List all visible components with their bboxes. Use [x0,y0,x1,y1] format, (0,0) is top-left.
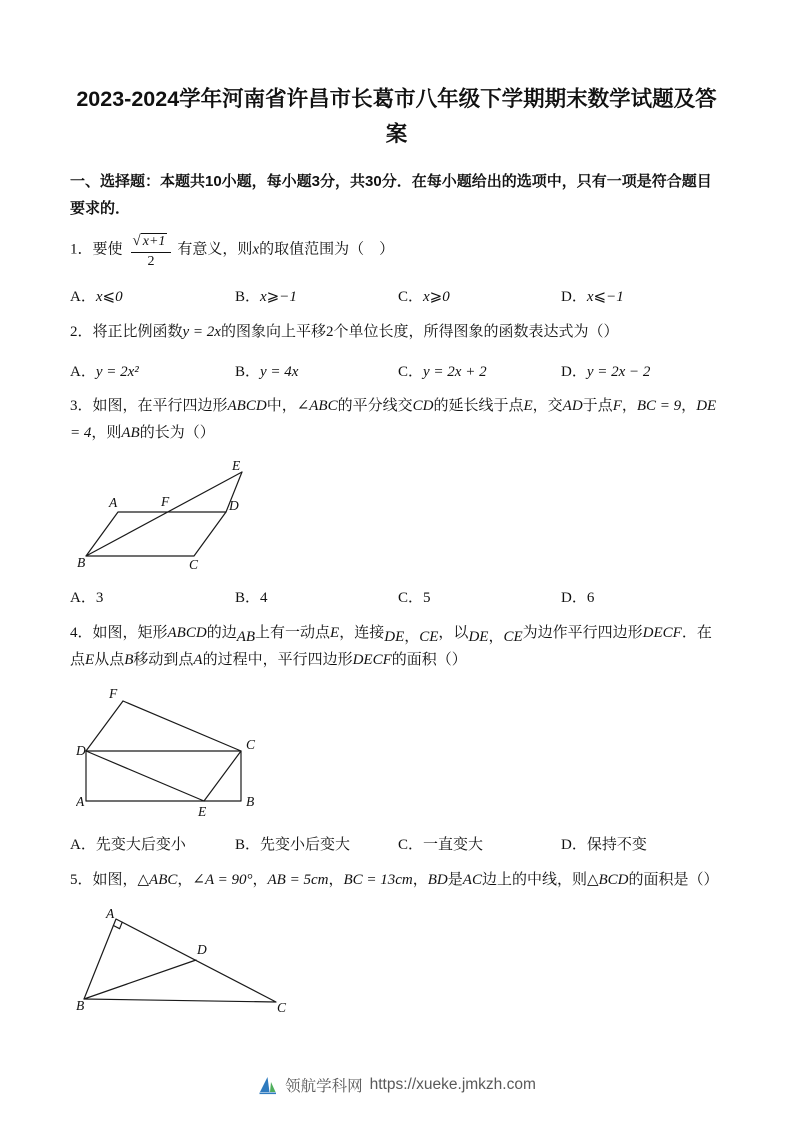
segment-bd-median [84,960,196,999]
q1-stem-text: 有意义，则x的取值范围为（ ） [177,241,395,258]
question-5-stem: 5．如图，△ABC，∠A = 90°，AB = 5cm，BC = 13cm，BD是AC边上的中线，则△BCD的面积是（） [70,871,719,888]
question-3 [70,393,723,610]
question-1-stem [70,232,723,272]
segment-de [86,751,204,801]
vertex-label-d: D [229,498,239,514]
segment-df [86,701,123,751]
vertex-label-f: F [161,494,170,510]
vertex-label-e: E [198,804,207,820]
vertex-label-a: A [76,794,85,810]
option-text: y = 2x − 2 [586,363,651,380]
option-label: B． [235,837,261,854]
option-label: D． [561,590,587,607]
question-4-options [70,834,723,857]
question-2-stem: 2．将正比例函数y = 2x的图象向上平移2个单位长度，所得图象的函数表达式为（） [70,323,619,340]
question-2-options [70,361,723,384]
option-label: C． [398,590,424,607]
option-label: D． [561,837,587,854]
vertex-label-a: A [109,495,118,511]
vertex-label-f: F [109,687,118,702]
segment-be-bisector [86,472,242,556]
option-text: y = 4x [260,363,299,380]
vertex-label-c: C [246,737,256,753]
vertex-label-c: C [189,557,199,573]
q2-option-b [235,361,398,384]
page-title: 2023-2024学年河南省许昌市长葛市八年级下学期期末数学试题及答案 [76,87,717,146]
option-label: A． [70,590,96,607]
option-label: A． [70,289,96,306]
q4-option-a [70,834,235,857]
q2-option-a [70,361,235,384]
section-header: 一、选择题：本题共10小题，每小题3分，共30分．在每小题给出的选项中，只有一项是符合题目要求的． [70,172,712,217]
vertex-label-b: B [77,555,86,571]
question-5 [70,867,723,1016]
q3-option-d [561,587,723,610]
option-text: 4 [260,590,268,607]
q2-option-c [398,361,561,384]
question-4 [70,620,723,857]
q1-option-a [70,286,235,309]
option-text: x⩾0 [423,289,450,306]
option-text: 6 [586,590,595,607]
option-text: x⩽−1 [586,289,624,306]
q1-option-b [235,286,398,309]
q1-radicand: x+1 [142,233,166,249]
footer-watermark [0,1074,793,1096]
vertex-label-c: C [277,1000,287,1016]
question-1-options [70,286,723,309]
footer-site-name: 领航学科网 [285,1078,363,1095]
vertex-label-d: D [197,942,207,958]
vertex-label-e: E [232,460,241,474]
question-2 [70,319,723,383]
figure-q5-right-triangle [76,907,296,1015]
xueke-logo-icon [257,1075,278,1096]
option-text: 先变大后变小 [95,837,186,854]
sqrt-sign: √ [132,232,141,249]
footer-site-url: https://xueke.jmkzh.com [369,1076,536,1093]
option-text: 一直变大 [423,837,484,854]
vertex-label-d: D [76,743,86,759]
option-label: C． [398,363,424,380]
q4-option-d [561,834,723,857]
option-text: 先变小后变大 [260,837,351,854]
q3-option-b [235,587,398,610]
q1-fraction [131,232,172,272]
option-text: y = 2x + 2 [423,363,487,380]
question-4-stem: 4．如图，矩形ABCD的边AB上有一动点E，连接DE，CE，以DE，CE为边作平行四边形DECF．在点E从点B移动到点A的过程中，平行四边形DECF的面积（） [70,624,712,668]
question-1 [70,232,723,309]
option-label: B． [235,289,261,306]
option-text: x⩾−1 [260,289,297,306]
segment-fc [123,701,241,751]
q3-option-a [70,587,235,610]
figure-q4-rectangle-parallelogram [76,687,261,819]
rectangle-abcd [86,751,241,801]
option-label: D． [561,363,587,380]
vertex-label-a: A [106,907,115,922]
option-label: C． [398,289,424,306]
q1-frac-denominator: 2 [147,254,155,270]
option-text: 保持不变 [586,837,647,854]
option-text: y = 2x² [95,363,139,380]
vertex-label-b: B [76,998,85,1014]
q2-option-d [561,361,723,384]
question-3-stem: 3．如图，在平行四边形ABCD中，∠ABC的平分线交CD的延长线于点E，交AD于点F，BC = 9，DE = 4，则AB的长为（） [70,398,717,441]
option-label: A． [70,837,96,854]
option-label: D． [561,289,587,306]
option-label: B． [235,590,261,607]
option-label: B． [235,363,261,380]
question-3-options [70,587,723,610]
q1-frac-numerator [131,232,172,254]
q1-lead: 1．要使 [70,241,123,258]
q1-option-c [398,286,561,309]
q3-option-c [398,587,561,610]
option-text: x⩽0 [95,289,123,306]
figure-q3-parallelogram [76,460,251,572]
q4-option-c [398,834,561,857]
vertex-label-b: B [246,794,255,810]
option-label: A． [70,363,96,380]
option-text: 5 [423,590,431,607]
q4-option-b [235,834,398,857]
q1-option-d [561,286,723,309]
option-text: 3 [95,590,104,607]
option-label: C． [398,837,424,854]
segment-ec [204,751,241,801]
